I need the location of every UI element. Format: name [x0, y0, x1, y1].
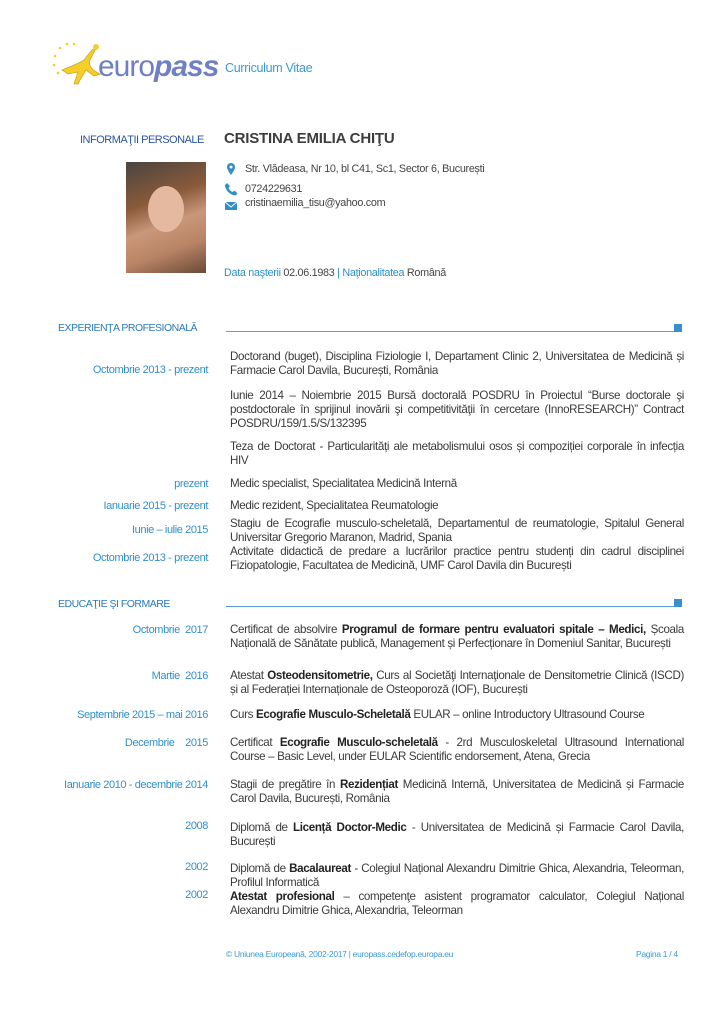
education-entry — [230, 708, 684, 722]
footer-copyright: © Uniunea Europeană, 2002-2017 | europass.cedefop.europa.eu — [226, 949, 454, 959]
entry-title: Programul de formare pentru evaluatori spitale – Medici, — [341, 623, 646, 636]
experience-entry: Doctorand (buget), Disciplina Fiziologie I, Departament Clinic 2, Universitatea de Medicină și Farmacie Carol Davila, București, România — [230, 350, 684, 377]
location-pin-icon — [224, 162, 238, 176]
entry-text: Școala Națională de Sănătate publică, Management și Perfecționare în Domeniul Sanitar, București — [230, 623, 684, 650]
education-date: 2002 — [185, 861, 208, 873]
entry-text: - Universitatea de Medicină și Farmacie Carol Davila, București — [230, 821, 684, 848]
experience-date: prezent — [174, 478, 208, 490]
section-marker — [674, 324, 682, 332]
photo-face — [148, 186, 184, 232]
education-entry — [230, 736, 684, 764]
section-marker — [674, 599, 682, 607]
education-entry — [230, 778, 684, 806]
section-education: EDUCAŢIE ŞI FORMARE — [58, 598, 170, 610]
entry-text: Medicină Internă, Universitatea de Medicină și Farmacie Carol Davila, București, România — [230, 778, 684, 805]
logo-text-euro: euro — [98, 50, 155, 83]
birth-label: Data naşterii — [224, 267, 281, 279]
experience-entry: Medic rezident, Specialitatea Reumatologie — [230, 499, 439, 512]
experience-entry: Iunie 2014 – Noiembrie 2015 Bursă doctorală POSDRU în Proiectul “Burse doctorale şi postdoctorale în sprijinul inovării şi competitivităţii în cercetare (InnoRESEARCH)” Contract POSDRU/159/1.5/S/132395 — [230, 389, 684, 430]
email-icon — [224, 198, 238, 212]
experience-date: Octombrie 2013 - prezent — [92, 552, 208, 564]
document-title: Curriculum Vitae — [225, 61, 313, 75]
entry-title: Atestat profesional — [230, 890, 335, 903]
email-address[interactable]: cristinaemilia_tisu@yahoo.com — [245, 197, 386, 209]
experience-entry: Teza de Doctorat - Particularități ale metabolismului osos și compoziției corporale în infecția HIV — [230, 440, 684, 467]
nationality-label: Naţionalitatea — [342, 267, 405, 279]
separator: | — [337, 267, 340, 279]
entry-text: - 2rd Musculoskeletal Ultrasound International Course – Basic Level, under EULAR Scientific endorsement, Atena, Grecia — [230, 736, 684, 763]
education-date: Septembrie 2015 – mai 2016 — [77, 709, 208, 721]
profile-photo — [126, 162, 206, 273]
entry-title: Ecografie Musculo-Scheletală — [255, 708, 411, 721]
birth-nationality-line — [224, 267, 446, 279]
education-date: Martie 2016 — [151, 670, 208, 682]
nationality: Română — [406, 267, 446, 279]
section-divider — [226, 331, 676, 332]
page-number: Pagina 1 / 4 — [636, 949, 678, 959]
entry-text: Diplomă de — [230, 862, 290, 875]
education-date: Ianuarie 2010 - decembrie 2014 — [64, 779, 208, 791]
education-entry — [230, 862, 684, 890]
entry-text: - Colegiul Național Alexandru Dimitrie Ghica, Alexandria, Teleorman, Profilul Informatică — [230, 862, 684, 889]
education-entry — [230, 890, 684, 918]
experience-entry: Activitate didactică de predare a lucrărilor practice pentru studenți din cadrul disciplinei Fiziopatologie, Facultatea de Medicină, UMF Carol Davila din București — [230, 545, 684, 572]
experience-date: Iunie – iulie 2015 — [132, 524, 208, 536]
person-name: CRISTINA EMILIA CHIŢU — [224, 130, 395, 147]
phone-number[interactable]: 0724229631 — [245, 183, 303, 195]
experience-date: Octombrie 2013 - prezent — [92, 364, 208, 376]
education-date: Octombrie 2017 — [132, 624, 208, 636]
entry-text: Certificat de absolvire — [230, 623, 342, 636]
entry-text: Curs — [230, 708, 256, 721]
education-date: Decembrie 2015 — [124, 737, 208, 749]
experience-entry: Stagiu de Ecografie musculo-scheletală, Departamentul de reumatologie, Spitalul General Universitar Gregorio Maranon, Madrid, Spania — [230, 517, 684, 544]
address: Str. Vlădeasa, Nr 10, bl C41, Sc1, Sector 6, București — [245, 163, 485, 175]
logo-text-pass: pass — [154, 50, 219, 83]
education-entry — [230, 821, 684, 849]
section-personal-info: INFORMAŢII PERSONALE — [80, 134, 204, 146]
education-date: 2002 — [185, 889, 208, 901]
entry-title: Ecografie Musculo-scheletală — [279, 736, 438, 749]
education-entry — [230, 623, 684, 651]
entry-title: Rezidențiat — [339, 778, 398, 791]
section-experience: EXPERIENŢA PROFESIONALĂ — [58, 322, 198, 334]
entry-text: Stagii de pregătire în — [230, 778, 340, 791]
entry-text: Diplomă de — [230, 821, 294, 834]
entry-text: Certificat — [230, 736, 280, 749]
europass-logo — [50, 40, 219, 90]
entry-text: EULAR – online Introductory Ultrasound Course — [410, 708, 645, 721]
experience-entry: Medic specialist, Specialitatea Medicină Internă — [230, 477, 457, 490]
entry-text: Curs al Societăţi Internaţionale de Densitometrie Clinică (ISCD) și al Federației Internaționale de Osteoporoză (IOF), București — [230, 669, 684, 696]
experience-date: Ianuarie 2015 - prezent — [103, 500, 208, 512]
section-divider — [226, 606, 676, 607]
phone-icon — [224, 182, 238, 196]
entry-title: Osteodensitometrie, — [267, 669, 373, 682]
entry-title: Bacalaureat — [289, 862, 351, 875]
birth-date: 02.06.1983 — [283, 267, 335, 279]
entry-title: Licență Doctor-Medic — [293, 821, 407, 834]
education-date: 2008 — [185, 820, 208, 832]
education-entry — [230, 669, 684, 697]
entry-text: – competenţe asistent programator calculator, Colegiul Național Alexandru Dimitrie Ghica, Alexandria, Teleorman — [230, 890, 684, 917]
entry-text: Atestat — [230, 669, 268, 682]
